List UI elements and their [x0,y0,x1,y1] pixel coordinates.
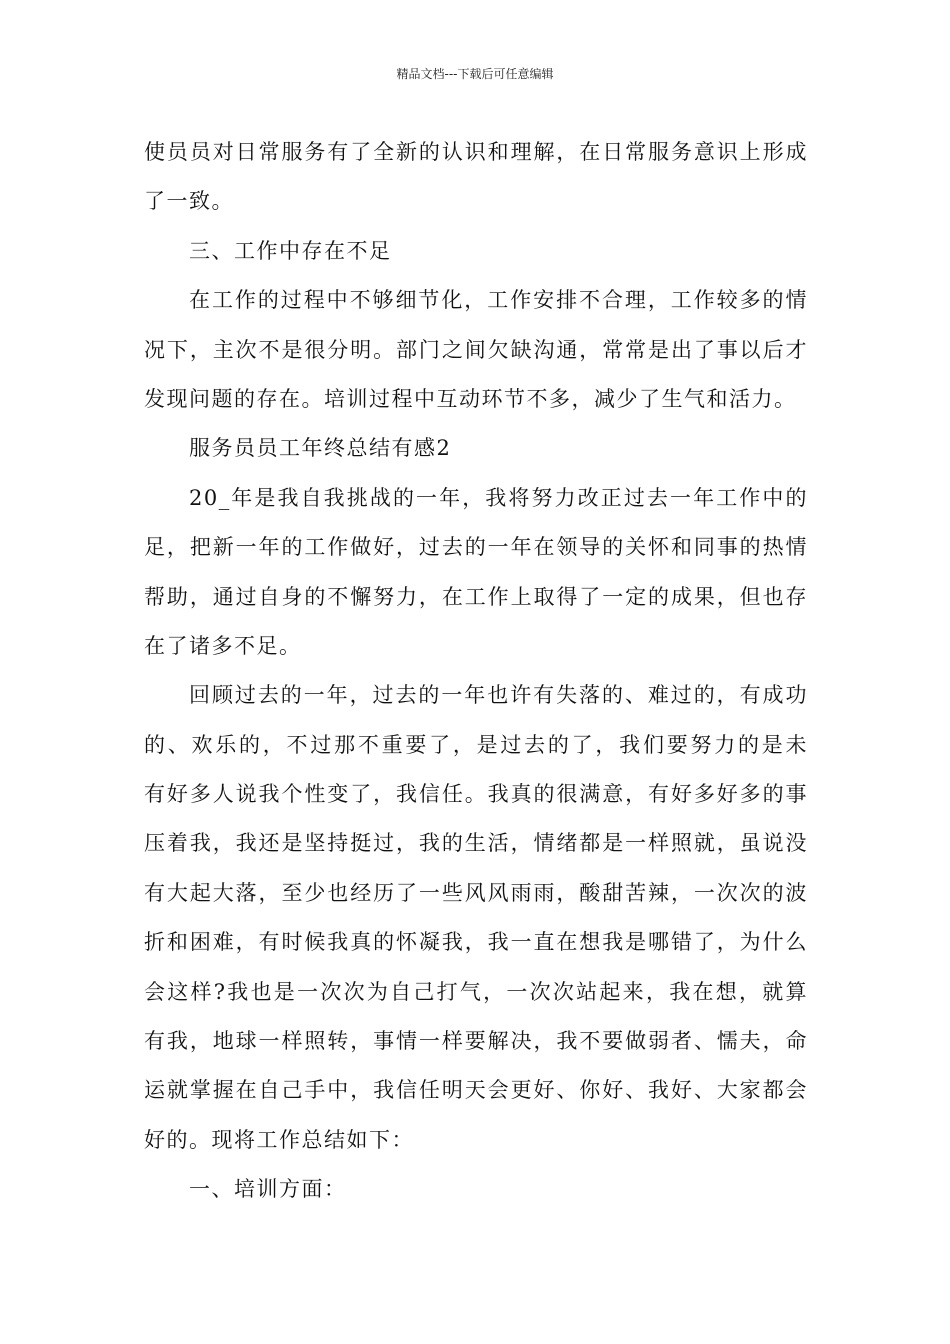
text-line: 会这样?我也是一次次为自己打气，一次次站起来，我在想，就算 [144,979,808,1004]
text-line: 了一致。 [144,189,234,214]
section-heading: 一、培训方面： [189,1177,347,1202]
text-line: 压着我，我还是坚持挺过，我的生活，情绪都是一样照就，虽说没 [144,831,808,856]
page-header: 精品文档---下载后可任意编辑 [396,67,554,81]
text-line: 折和困难，有时候我真的怀凝我，我一直在想我是哪错了，为什么 [144,930,808,955]
section-heading: 服务员员工年终总结有感2 [189,436,452,461]
text-line: 足，把新一年的工作做好，过去的一年在领导的关怀和同事的热情 [144,535,808,560]
text-line: 有我，地球一样照转，事情一样要解决，我不要做弱者、懦夫，命 [144,1029,808,1054]
text-line: 回顾过去的一年，过去的一年也许有失落的、难过的，有成功 [189,683,808,708]
text-line: 的、欢乐的，不过那不重要了，是过去的了，我们要努力的是未 [144,732,808,757]
text-line: 况下，主次不是很分明。部门之间欠缺沟通，常常是出了事以后才 [144,337,808,362]
section-heading: 三、工作中存在不足 [189,238,392,263]
text-line: 20_年是我自我挑战的一年，我将努力改正过去一年工作中的 [189,485,808,510]
document-body [144,128,808,1215]
text-line: 运就掌握在自己手中，我信任明天会更好、你好、我好、大家都会 [144,1078,808,1103]
text-line: 发现问题的存在。培训过程中互动环节不多，减少了生气和活力。 [144,386,797,411]
text-line: 在了诸多不足。 [144,633,302,658]
text-line: 帮助，通过自身的不懈努力，在工作上取得了一定的成果，但也存 [144,584,808,609]
text-line: 有大起大落，至少也经历了一些风风雨雨，酸甜苦辣，一次次的波 [144,880,808,905]
text-line: 有好多人说我个性变了，我信任。我真的很满意，有好多好多的事 [144,782,808,807]
text-line: 在工作的过程中不够细节化，工作安排不合理，工作较多的情 [189,288,808,313]
text-line: 好的。现将工作总结如下： [144,1127,414,1152]
text-line: 使员员对日常服务有了全新的认识和理解，在日常服务意识上形成 [144,140,808,164]
